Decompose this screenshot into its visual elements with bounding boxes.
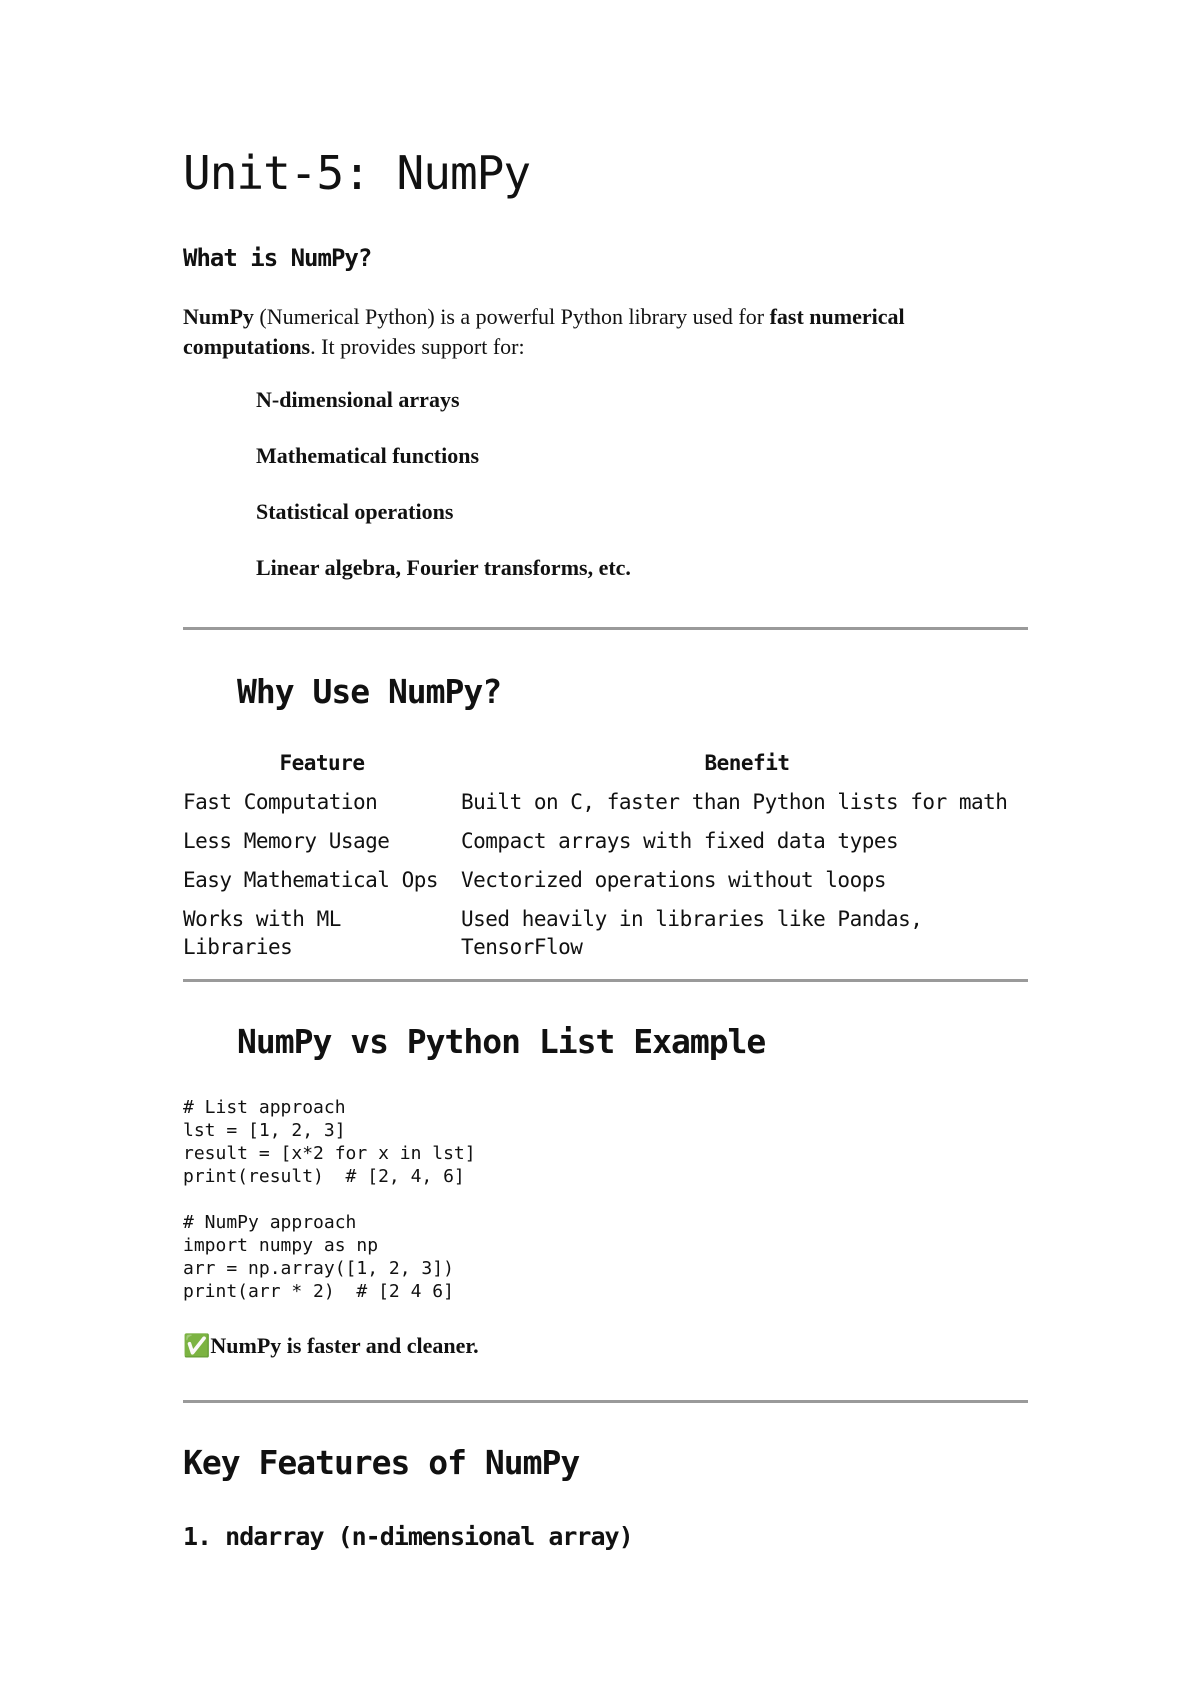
conclusion-note: ✅NumPy is faster and cleaner. <box>183 1333 479 1358</box>
support-item: N-dimensional arrays <box>256 387 460 412</box>
intro-bold-phrase: fast numerical computations <box>183 304 905 359</box>
table-cell-feature: Easy Mathematical Ops <box>183 868 439 892</box>
what-is-numpy-heading: What is NumPy? <box>183 244 372 272</box>
intro-text-2: . It provides support for: <box>310 334 525 359</box>
intro-paragraph <box>183 302 1003 362</box>
table-cell-benefit: Vectorized operations without loops <box>461 868 887 892</box>
section-divider <box>183 979 1028 982</box>
support-item: Linear algebra, Fourier transforms, etc. <box>256 555 631 580</box>
table-header-row <box>183 748 1033 784</box>
numpy-vs-list-heading: NumPy vs Python List Example <box>237 1022 766 1061</box>
table-header-feature: Feature <box>279 751 365 775</box>
table-cell-benefit: Built on C, faster than Python lists for math <box>461 790 1008 814</box>
table-cell-benefit: Compact arrays with fixed data types <box>461 829 899 853</box>
support-list <box>256 385 631 609</box>
why-use-numpy-heading: Why Use NumPy? <box>237 672 502 711</box>
code-block: # List approach lst = [1, 2, 3] result = [x*2 for x in lst] print(result) # [2, 4, 6] # NumPy approach import numpy as np arr = np.array([1, 2, 3]) print(arr * 2) # [2 4 6] <box>183 1097 476 1302</box>
table-cell-benefit: Used heavily in libraries like Pandas, TensorFlow <box>461 907 923 959</box>
table-row <box>183 784 1033 823</box>
ndarray-heading: 1. ndarray (n-dimensional array) <box>183 1522 633 1551</box>
table-cell-feature: Works with ML Libraries <box>183 907 341 959</box>
table-row <box>183 862 1033 901</box>
table-cell-feature: Fast Computation <box>183 790 378 814</box>
table-row <box>183 823 1033 862</box>
support-item: Mathematical functions <box>256 443 480 468</box>
key-features-heading: Key Features of NumPy <box>183 1443 580 1482</box>
section-divider <box>183 627 1028 630</box>
intro-text-1: (Numerical Python) is a powerful Python library used for <box>253 304 770 329</box>
page-title: Unit-5: NumPy <box>183 146 531 200</box>
section-divider <box>183 1400 1028 1403</box>
intro-numpy-term: NumPy <box>183 304 254 329</box>
support-item: Statistical operations <box>256 499 454 524</box>
table-header-benefit: Benefit <box>704 751 790 775</box>
document-page <box>183 0 1028 1696</box>
features-table <box>183 748 1033 968</box>
table-row <box>183 901 1033 968</box>
table-cell-feature: Less Memory Usage <box>183 829 390 853</box>
